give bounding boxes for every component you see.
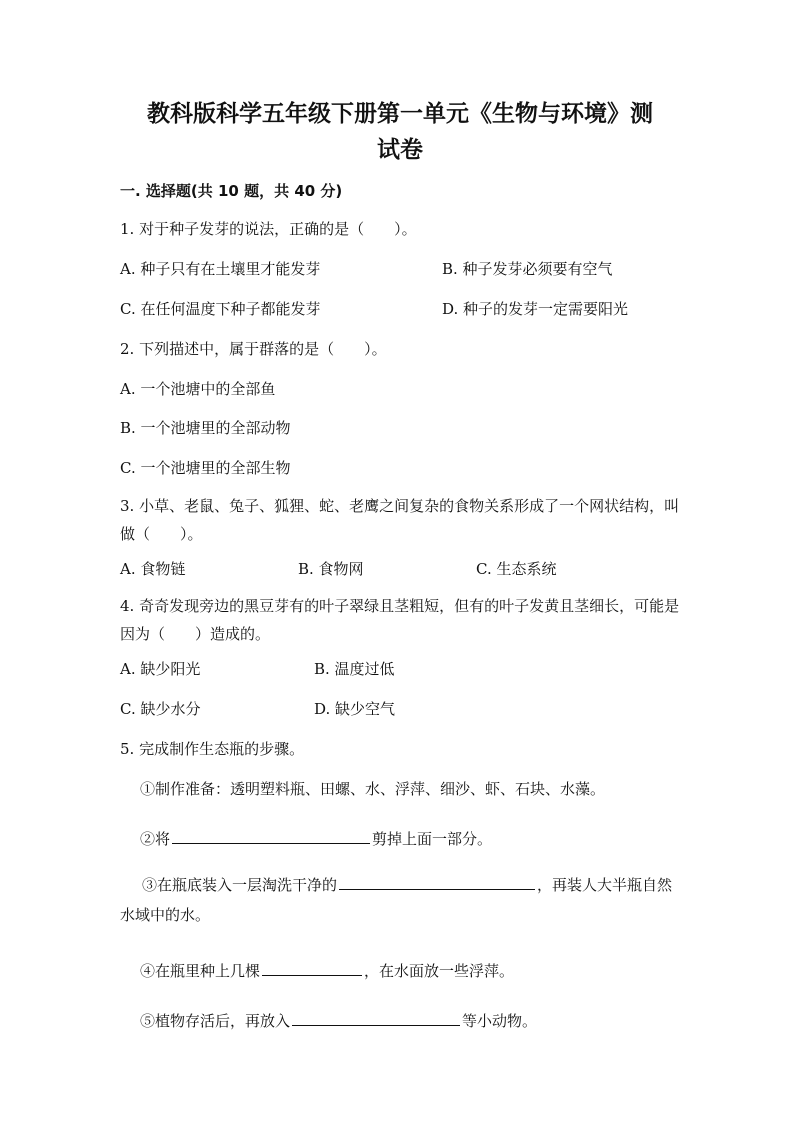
q4-option-c: C. 缺少水分 xyxy=(120,700,201,718)
q2-option-c: C. 一个池塘里的全部生物 xyxy=(120,459,291,477)
q5-step-4-blank[interactable] xyxy=(262,960,362,976)
q3-stem: 3. 小草、老鼠、兔子、狐狸、蛇、老鹰之间复杂的食物关系形成了一个网状结构，叫做（ ）。 xyxy=(120,497,680,543)
q1-option-a: A. 种子只有在土壤里才能发芽 xyxy=(120,260,321,278)
q4-stem: 4. 奇奇发现旁边的黑豆芽有的叶子翠绿且茎粗短，但有的叶子发黄且茎细长，可能是因为（ ）造成的。 xyxy=(120,597,680,643)
q5-step-2 xyxy=(140,828,492,849)
q4-option-b: B. 温度过低 xyxy=(314,660,395,678)
q4-option-d: D. 缺少空气 xyxy=(314,700,396,718)
q5-step-1: ①制作准备：透明塑料瓶、田螺、水、浮萍、细沙、虾、石块、水藻。 xyxy=(140,780,606,798)
q5-stem: 5. 完成制作生态瓶的步骤。 xyxy=(120,740,305,758)
section-heading: 一. 选择题(共 10 题，共 40 分) xyxy=(120,182,343,200)
q3-option-c: C. 生态系统 xyxy=(476,560,557,578)
q4-option-a: A. 缺少阳光 xyxy=(120,660,201,678)
q2-stem: 2. 下列描述中，属于群落的是（ ）。 xyxy=(120,340,387,358)
q5-step-2-suffix: 剪掉上面一部分。 xyxy=(372,830,493,848)
q5-step-3-suffix: ，再装人大半瓶自然水域中的水。 xyxy=(120,876,673,924)
q1-option-c: C. 在任何温度下种子都能发芽 xyxy=(120,300,321,318)
q2-option-b: B. 一个池塘里的全部动物 xyxy=(120,419,291,437)
q5-step-3 xyxy=(120,870,680,930)
q5-step-4-suffix: ，在水面放一些浮萍。 xyxy=(364,962,515,980)
q5-step-4 xyxy=(140,960,514,981)
q5-step-5-blank[interactable] xyxy=(292,1010,460,1026)
q5-step-2-prefix: ②将 xyxy=(140,830,171,848)
q5-step-2-blank[interactable] xyxy=(172,828,370,844)
q3-option-a: A. 食物链 xyxy=(120,560,186,578)
q5-step-3-prefix: ③在瓶底装入一层淘洗干净的 xyxy=(142,876,338,894)
q1-option-b: B. 种子发芽必须要有空气 xyxy=(442,260,613,278)
title-line-2: 试卷 xyxy=(377,137,423,163)
q5-step-5-suffix: 等小动物。 xyxy=(462,1012,538,1030)
q3-option-b: B. 食物网 xyxy=(298,560,364,578)
q1-stem: 1. 对于种子发芽的说法，正确的是（ ）。 xyxy=(120,220,417,238)
title-line-1: 教科版科学五年级下册第一单元《生物与环境》测 xyxy=(147,101,653,127)
q5-step-5 xyxy=(140,1010,537,1031)
q5-step-5-prefix: ⑤植物存活后，再放入 xyxy=(140,1012,291,1030)
q5-step-3-blank[interactable] xyxy=(339,874,535,890)
page-title xyxy=(120,96,680,168)
q5-step-4-prefix: ④在瓶里种上几棵 xyxy=(140,962,261,980)
q2-option-a: A. 一个池塘中的全部鱼 xyxy=(120,380,276,398)
q1-option-d: D. 种子的发芽一定需要阳光 xyxy=(442,300,629,318)
